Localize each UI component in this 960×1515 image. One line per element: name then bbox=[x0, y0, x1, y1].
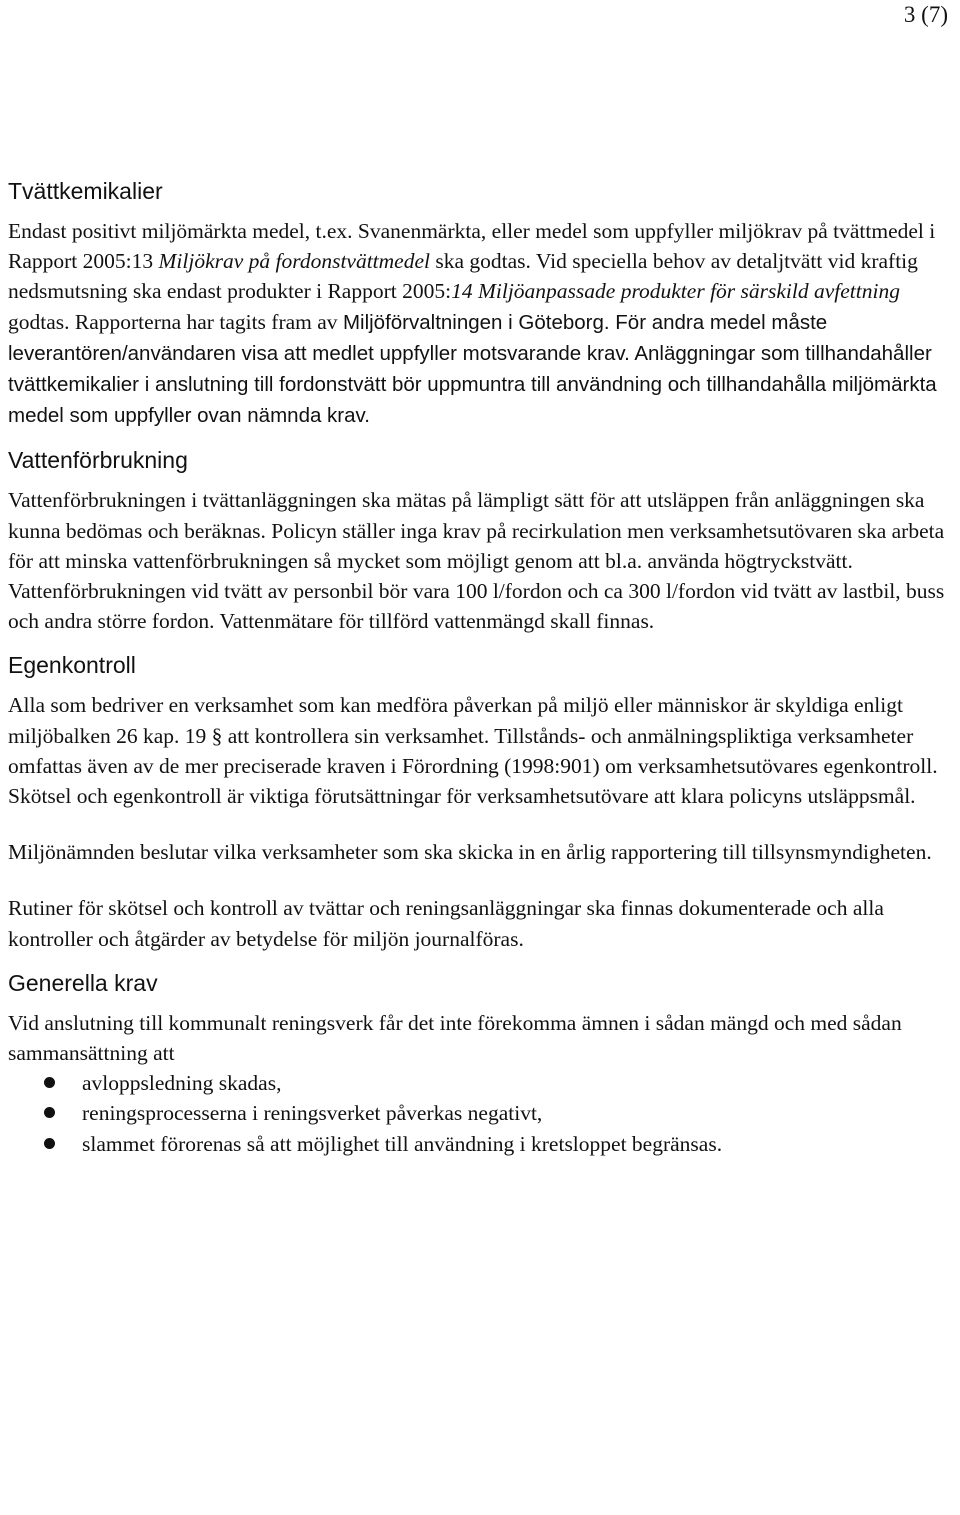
bullet-icon bbox=[44, 1107, 55, 1118]
paragraph: Rutiner för skötsel och kontroll av tvättar och reningsanläggningar ska finnas dokumenterade och alla kontroller och åtgärder av betydelse för miljön journalföras. bbox=[8, 896, 884, 951]
list-item bbox=[8, 1129, 948, 1159]
list-item-text: slammet förorenas så att möjlighet till användning i kretsloppet begränsas. bbox=[82, 1131, 723, 1156]
list-item-text: reningsprocesserna i reningsverket påverkas negativt, bbox=[82, 1101, 543, 1126]
section-heading: Egenkontroll bbox=[8, 652, 136, 679]
text-run: Endast positivt miljömärkta medel, t.ex. Svanenmärkta, eller medel som uppfyller miljökrav på tvättmedel i Rapport 2005:13 bbox=[8, 219, 936, 274]
paragraph bbox=[8, 216, 948, 431]
section-sign: § bbox=[211, 723, 223, 748]
page-number: 3 (7) bbox=[903, 2, 948, 27]
bullet-list bbox=[8, 1068, 948, 1159]
document-body bbox=[8, 176, 948, 1173]
section-heading: Vattenförbrukning bbox=[8, 447, 188, 474]
section-heading: Tvättkemikalier bbox=[8, 178, 163, 204]
section-vattenforbrukning bbox=[8, 445, 948, 636]
report-title: 14 Miljöanpassade produkter för särskild avfettning bbox=[451, 279, 900, 304]
list-item bbox=[8, 1068, 948, 1098]
paragraph: Miljönämnden beslutar vilka verksamheter som ska skicka in en årlig rapportering till tillsynsmyndigheten. bbox=[8, 840, 932, 865]
bullet-icon bbox=[44, 1138, 55, 1149]
text-run-sans: Miljöförvaltningen i Göteborg. För andra medel måste leverantören/användaren visa att medlet uppfyller motsvarande krav. Anläggningar som tillhandahåller tvättkemikalier i anslutning till fordonstvätt bör uppmuntra till användning och tillhandahålla miljömärkta medel som uppfyller ovan nämnda krav. bbox=[8, 310, 937, 428]
text-run: Alla som bedriver en verksamhet som kan medföra påverkan på miljö eller människor är skyldiga enligt miljöbalken 26 kap. 19 bbox=[8, 693, 903, 748]
text-run: ska godtas. Vid speciella behov av detaljtvätt vid kraftig nedsmutsning ska endast produkter i Rapport 2005: bbox=[8, 249, 918, 304]
text-run: att kontrollera sin verksamhet. Tillstånds- och anmälningspliktiga verksamheter omfattas även av de mer preciserade kraven i Förordning (1998:901) om verksamhetsutövares egenkontroll. Skötsel och egenkontroll är viktiga förutsättningar för verksamhetsutövare att klara policyns utsläppsmål. bbox=[8, 723, 938, 809]
bullet-icon bbox=[44, 1077, 55, 1088]
report-title: Miljökrav på fordonstvättmedel bbox=[158, 249, 430, 274]
list-item-text: avloppsledning skadas, bbox=[82, 1071, 282, 1096]
section-generella-krav bbox=[8, 968, 948, 1159]
text-run: godtas. Rapporterna har tagits fram av bbox=[8, 309, 343, 334]
section-tvattkemikalier bbox=[8, 176, 948, 431]
paragraph bbox=[8, 690, 948, 811]
paragraph: Vid anslutning till kommunalt reningsverk får det inte förekomma ämnen i sådan mängd och med sådan sammansättning att bbox=[8, 1010, 902, 1066]
section-heading: Generella krav bbox=[8, 969, 158, 996]
list-item bbox=[8, 1098, 948, 1128]
paragraph: Vattenförbrukningen i tvättanläggningen ska mätas på lämpligt sätt för att utsläppen från anläggningen ska kunna bedömas och beräknas. Policyn ställer inga krav på recirkulation men verksamhetsutövaren ska arbeta för att minska vattenförbrukningen så mycket som möjligt genom att bl.a. använda högtryckstvätt. Vattenförbrukningen vid tvätt av personbil bör vara 100 l/fordon och ca 300 l/fordon vid tvätt av lastbil, buss och andra större fordon. Vattenmätare för tillförd vattenmängd skall finnas. bbox=[8, 488, 945, 634]
section-egenkontroll bbox=[8, 650, 948, 953]
